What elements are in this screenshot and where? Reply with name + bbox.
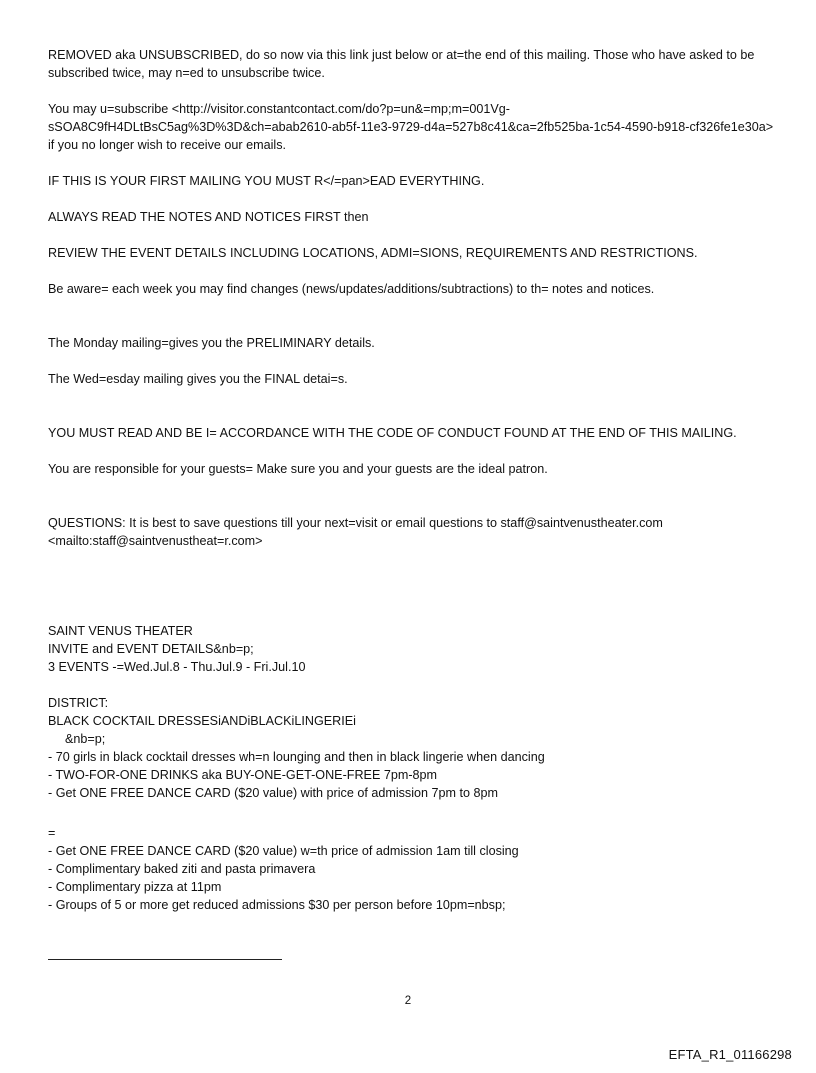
events-dates: 3 EVENTS -=Wed.Jul.8 - Thu.Jul.9 - Fri.Jul.10 xyxy=(48,660,306,674)
list-item: - Complimentary pizza at 11pm xyxy=(48,880,222,894)
page-number: 2 xyxy=(404,995,412,1007)
list-item: - Get ONE FREE DANCE CARD ($20 value) with price of admission 7pm to 8pm xyxy=(48,786,499,800)
questions-contact: QUESTIONS: It is best to save questions till your next=visit or email questions to staff@saintvenustheater.com <mailto:staff@saintvenustheat=r.com> xyxy=(48,516,667,548)
document-body xyxy=(48,46,781,914)
first-mailing-notice: IF THIS IS YOUR FIRST MAILING YOU MUST R</=pan>EAD EVERYTHING. xyxy=(48,174,485,188)
code-of-conduct-notice: YOU MUST READ AND BE I= ACCORDANCE WITH THE CODE OF CONDUCT FOUND AT THE END OF THIS MAILING. xyxy=(48,426,737,440)
footnote-divider xyxy=(48,959,282,960)
theme-title: BLACK COCKTAIL DRESSESiANDiBLACKiLINGERIEi xyxy=(48,714,356,728)
wednesday-mailing: The Wed=esday mailing gives you the FINAL detai=s. xyxy=(48,372,348,386)
list-item: - Groups of 5 or more get reduced admissions $30 per person before 10pm=nbsp; xyxy=(48,898,506,912)
read-notes-first: ALWAYS READ THE NOTES AND NOTICES FIRST then xyxy=(48,210,369,224)
unsubscribe-notice: REMOVED aka UNSUBSCRIBED, do so now via this link just below or at=the end of this mailing. Those who have asked to be subscribed twice, may n=ed to unsubscribe twice. xyxy=(48,48,758,80)
changes-notice: Be aware= each week you may find changes (news/updates/additions/subtractions) to th= notes and notices. xyxy=(48,282,655,296)
theater-name: SAINT VENUS THEATER xyxy=(48,624,193,638)
document-id: EFTA_R1_01166298 xyxy=(668,1047,792,1062)
list-item: - 70 girls in black cocktail dresses wh=n lounging and then in black lingerie when dancing xyxy=(48,750,545,764)
equals-artifact: = xyxy=(48,826,56,840)
nbsp-artifact: &nb=p; xyxy=(65,732,106,746)
unsubscribe-link-text: You may u=subscribe <http://visitor.constantcontact.com/do?p=un&=mp;m=001Vg-sSOA8C9fH4DLtBsC5ag%3D%3D&ch=abab2610-ab5f-11e3-9729-d4a=527b8c41&ca=2fb525ba-1c54-4590-b918-cf326fe1e30a> if you no longer wish to receive our emails. xyxy=(48,102,781,152)
list-item: - Get ONE FREE DANCE CARD ($20 value) w=th price of admission 1am till closing xyxy=(48,844,519,858)
list-item: - TWO-FOR-ONE DRINKS aka BUY-ONE-GET-ONE-FREE 7pm-8pm xyxy=(48,768,438,782)
district-label: DISTRICT: xyxy=(48,696,109,710)
invite-heading: INVITE and EVENT DETAILS&nb=p; xyxy=(48,642,254,656)
list-item: - Complimentary baked ziti and pasta primavera xyxy=(48,862,316,876)
review-event-details: REVIEW THE EVENT DETAILS INCLUDING LOCATIONS, ADMI=SIONS, REQUIREMENTS AND RESTRICTIONS. xyxy=(48,246,698,260)
monday-mailing: The Monday mailing=gives you the PRELIMINARY details. xyxy=(48,336,375,350)
guests-responsibility: You are responsible for your guests= Make sure you and your guests are the ideal patron. xyxy=(48,462,548,476)
